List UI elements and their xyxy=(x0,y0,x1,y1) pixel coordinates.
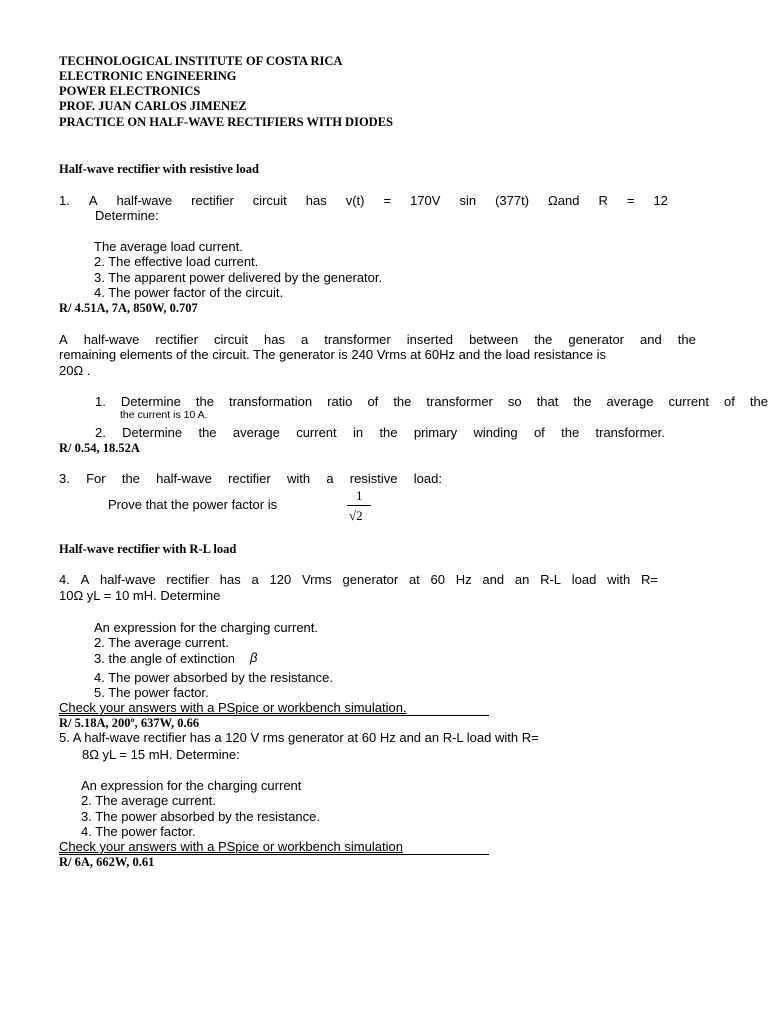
problem-5-item-4: 4. The power factor. xyxy=(81,824,196,839)
problem-1-item-4: 4. The power factor of the circuit. xyxy=(94,285,284,300)
fraction-numerator: 1 xyxy=(356,488,363,503)
problem-3-statement: 3. For the half-wave rectifier with a resistive load: xyxy=(59,471,442,486)
header-professor: PROF. JUAN CARLOS JIMENEZ xyxy=(59,99,247,113)
problem-5-answer: R/ 6A, 662W, 0.61 xyxy=(59,855,155,869)
problem-4-item-3: 3. the angle of extinction xyxy=(94,651,235,666)
problem-5-item-2: 2. The average current. xyxy=(81,793,216,808)
problem-2-item-2: 2. Determine the average current in the primary winding of the transformer. xyxy=(95,425,665,440)
header-practice-title: PRACTICE ON HALF-WAVE RECTIFIERS WITH DIODES xyxy=(59,115,393,129)
problem-1-item-3: 3. The apparent power delivered by the generator. xyxy=(94,270,383,285)
fraction-denominator: √2 xyxy=(349,508,363,523)
header-institution: TECHNOLOGICAL INSTITUTE OF COSTA RICA xyxy=(59,54,343,68)
problem-4-check-note: Check your answers with a PSpice or workbench simulation. xyxy=(59,701,489,716)
problem-3-prove: Prove that the power factor is xyxy=(108,497,278,512)
section-title-resistive: Half-wave rectifier with resistive load xyxy=(59,162,259,176)
fraction-bar xyxy=(347,505,371,506)
problem-5-item-3: 3. The power absorbed by the resistance. xyxy=(81,809,320,824)
section-title-rl: Half-wave rectifier with R-L load xyxy=(59,542,237,556)
problem-1-determine: Determine: xyxy=(95,208,159,223)
problem-2-line-2: remaining elements of the circuit. The generator is 240 Vrms at 60Hz and the load resistance is xyxy=(59,347,607,362)
problem-2-item-1: 1. Determine the transformation ratio of the transformer so that the average current of the xyxy=(95,394,768,409)
problem-4-line-2: 10Ω yL = 10 mH. Determine xyxy=(59,588,221,603)
problem-4-item-5: 5. The power factor. xyxy=(94,685,209,700)
problem-2-answer: R/ 0.54, 18.52A xyxy=(59,441,140,455)
problem-4-answer: R/ 5.18A, 200º, 637W, 0.66 xyxy=(59,716,200,730)
header-course: POWER ELECTRONICS xyxy=(59,84,201,98)
problem-2-line-1: A half-wave rectifier circuit has a transformer inserted between the generator and the xyxy=(59,332,696,347)
problem-2-line-3: 20Ω . xyxy=(59,363,91,378)
beta-symbol: β xyxy=(250,650,258,665)
problem-4-line-1: 4. A half-wave rectifier has a 120 Vrms generator at 60 Hz and an R-L load with R= xyxy=(59,572,658,587)
problem-5-item-1: An expression for the charging current xyxy=(81,778,302,793)
problem-5-line-1: 5. A half-wave rectifier has a 120 V rms generator at 60 Hz and an R-L load with R= xyxy=(59,730,539,745)
problem-1-item-1: The average load current. xyxy=(94,239,243,254)
problem-4-item-4: 4. The power absorbed by the resistance. xyxy=(94,670,333,685)
problem-2-item-1-continuation: the current is 10 A. xyxy=(120,409,208,421)
problem-4-item-2: 2. The average current. xyxy=(94,635,229,650)
problem-5-line-2: 8Ω yL = 15 mH. Determine: xyxy=(82,747,240,762)
problem-4-item-1: An expression for the charging current. xyxy=(94,620,319,635)
header-department: ELECTRONIC ENGINEERING xyxy=(59,69,237,83)
problem-1-statement: 1. A half-wave rectifier circuit has v(t) = 170V sin (377t) Ωand R = 12 xyxy=(59,193,668,208)
problem-1-answer: R/ 4.51A, 7A, 850W, 0.707 xyxy=(59,301,198,315)
problem-5-check-note: Check your answers with a PSpice or workbench simulation xyxy=(59,840,489,855)
problem-1-item-2: 2. The effective load current. xyxy=(94,254,259,269)
